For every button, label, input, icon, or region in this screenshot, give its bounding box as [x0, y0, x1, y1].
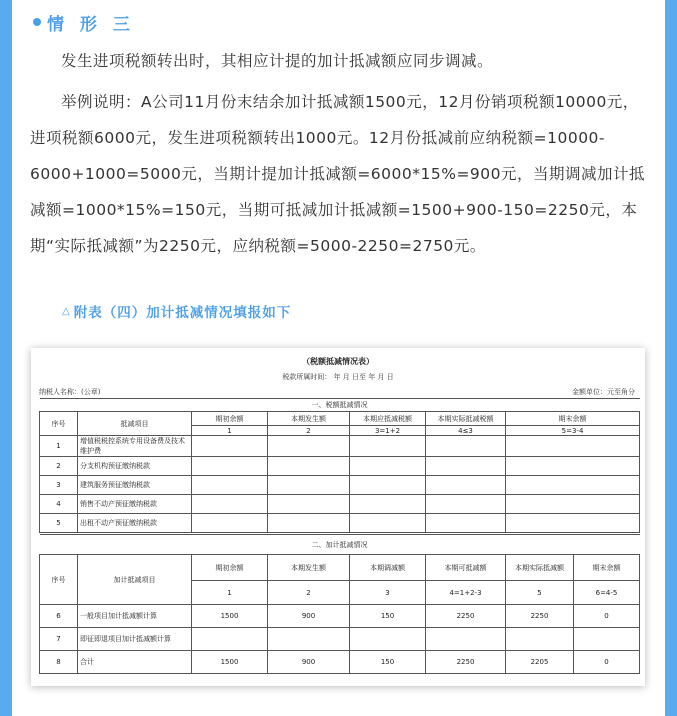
column-header: 本期调减额	[350, 555, 426, 581]
cell-value: 150	[350, 651, 426, 674]
form-unit: 金额单位：元至角分	[572, 388, 635, 396]
column-code: 2	[268, 426, 350, 436]
attachment-subheading	[62, 298, 291, 324]
cell-value: 1500	[192, 605, 268, 628]
form-period: 税款所属时间： 年 月 日至 年 月 日	[282, 373, 394, 381]
form-taxpayer: 纳税人名称：(公章)	[39, 388, 101, 396]
table-row	[40, 457, 640, 476]
row-item: 建筑服务预征缴纳税款	[78, 476, 192, 495]
column-header: 本期实际抵减税额	[426, 412, 506, 426]
cell-value: 900	[268, 605, 350, 628]
row-item: 合计	[78, 651, 192, 674]
table-row	[40, 495, 640, 514]
table-row	[40, 651, 640, 674]
cell-value: 900	[268, 651, 350, 674]
cell-value: 2250	[426, 605, 506, 628]
column-header: 本期发生额	[268, 412, 350, 426]
right-frame-bar	[665, 0, 677, 716]
cell-value	[426, 628, 506, 651]
column-code: 5=3-4	[506, 426, 640, 436]
deduction-table	[39, 398, 640, 533]
column-header: 抵减项目	[78, 412, 192, 436]
row-number: 6	[40, 605, 78, 628]
table-section-row	[40, 399, 640, 412]
paragraph-rule: 发生进项税额转出时，其相应计提的加计抵减额应同步调减。	[61, 52, 494, 70]
row-item: 分支机构预征缴纳税款	[78, 457, 192, 476]
row-number: 1	[40, 436, 78, 457]
cell-value	[574, 628, 640, 651]
cell-value	[268, 628, 350, 651]
section-heading-text: 情 形 三	[47, 14, 135, 35]
section-heading	[33, 9, 135, 35]
row-item: 增值税税控系统专用设备费及技术维护费	[78, 436, 192, 457]
cell-value: 1500	[192, 651, 268, 674]
column-header: 序号	[40, 412, 78, 436]
column-header: 加计抵减项目	[78, 555, 192, 605]
table-row	[40, 514, 640, 533]
left-frame-bar	[0, 0, 12, 716]
table-row	[40, 436, 640, 457]
cell-value: 2250	[426, 651, 506, 674]
column-header: 期末余额	[574, 555, 640, 581]
section-title: 一、税额抵减情况	[40, 399, 640, 412]
row-number: 3	[40, 476, 78, 495]
row-item: 一般项目加计抵减额计算	[78, 605, 192, 628]
column-code: 3	[350, 581, 426, 605]
table-header-row	[40, 412, 640, 426]
row-number: 7	[40, 628, 78, 651]
column-header: 本期应抵减税额	[350, 412, 426, 426]
column-code: 6=4-5	[574, 581, 640, 605]
row-number: 8	[40, 651, 78, 674]
form-title: （税额抵减情况表）	[302, 357, 374, 366]
table-section-row	[40, 535, 640, 555]
column-code: 4≤3	[426, 426, 506, 436]
row-number: 5	[40, 514, 78, 533]
cell-value: 0	[574, 605, 640, 628]
cell-value	[506, 628, 574, 651]
cell-value	[350, 628, 426, 651]
column-header: 期初余额	[192, 555, 268, 581]
cell-value	[192, 628, 268, 651]
column-code: 1	[192, 581, 268, 605]
column-header: 序号	[40, 555, 78, 605]
column-code: 3=1+2	[350, 426, 426, 436]
triangle-icon: △	[62, 305, 70, 317]
section-title: 二、加计抵减情况	[40, 535, 640, 555]
table-header-row	[40, 555, 640, 581]
attachment-subheading-text: 附表（四）加计抵减情况填报如下	[73, 305, 292, 321]
row-item: 出租不动产预征缴纳税款	[78, 514, 192, 533]
column-header: 本期可抵减额	[426, 555, 506, 581]
table-row	[40, 476, 640, 495]
row-number: 2	[40, 457, 78, 476]
column-header: 本期发生额	[268, 555, 350, 581]
column-header: 期末余额	[506, 412, 640, 426]
cell-value: 2205	[506, 651, 574, 674]
cell-value: 2250	[506, 605, 574, 628]
column-code: 2	[268, 581, 350, 605]
column-header: 本期实际抵减额	[506, 555, 574, 581]
cell-value: 150	[350, 605, 426, 628]
cell-value: 0	[574, 651, 640, 674]
column-code: 5	[506, 581, 574, 605]
super-deduction-table	[39, 534, 640, 674]
row-number: 4	[40, 495, 78, 514]
column-code: 1	[192, 426, 268, 436]
paragraph-example: 举例说明：A公司11月份末结余加计抵减额1500元，12月份销项税额10000元，进项税额6000元，发生进项税额转出1000元。12月份抵减前应纳税额=10000-6000+1000=5000元，当期计提加计抵减额=6000*15%=900元，当期调减加计抵减额=1000*15%=150元，当期可抵减加计抵减额=1500+900-150=2250元，本期“实际抵减额”为2250元，应纳税额=5000-2250=2750元。	[30, 93, 646, 255]
row-item: 销售不动产预征缴纳税款	[78, 495, 192, 514]
row-item: 即征即退项目加计抵减额计算	[78, 628, 192, 651]
table-row	[40, 605, 640, 628]
bullet-dot-icon	[33, 18, 41, 26]
column-code: 4=1+2-3	[426, 581, 506, 605]
tax-form-image	[31, 348, 645, 686]
table-row	[40, 628, 640, 651]
column-header: 期初余额	[192, 412, 268, 426]
